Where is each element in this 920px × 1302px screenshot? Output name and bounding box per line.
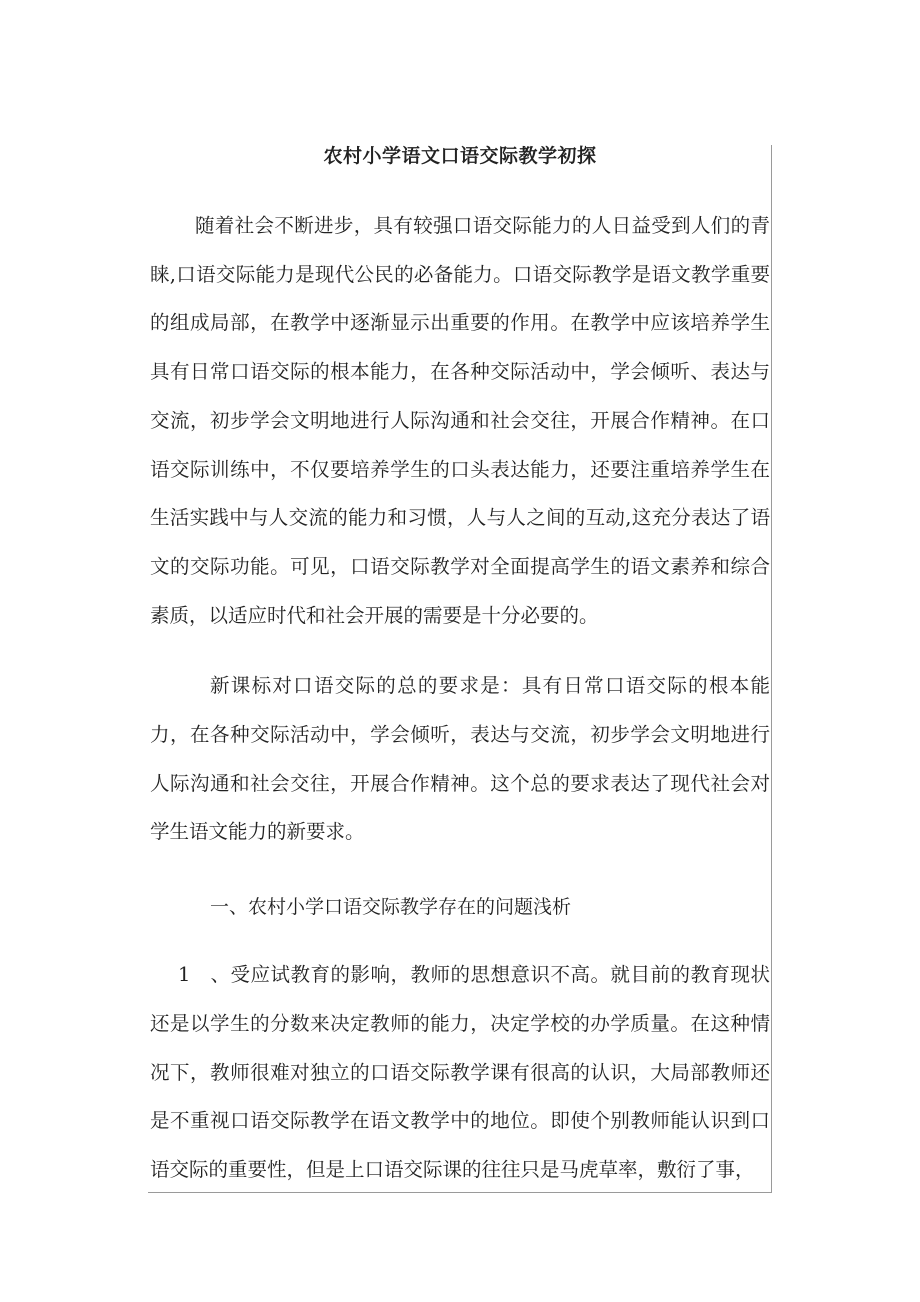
paragraph-curriculum: 新课标对口语交际的总的要求是：具有日常口语交际的根本能力，在各种交际活动中，学会倾听，表达与交流，初步学会文明地进行人际沟通和社会交往，开展合作精神。这个总的要求表达了现代社会对学生语文能力的新要求。 [150,674,770,844]
list-item-number: 1 [178,963,191,987]
list-item [150,951,770,1195]
list-item-text: 、受应试教育的影响，教师的思想意识不高。就目前的教育现状还是以学生的分数来决定教师的能力，决定学校的办学质量。在这种情况下，教师很难对独立的口语交际教学课有很高的认识，大局部教师还是不重视口语交际教学在语文教学中的地位。即使个别教师能认识到口语交际的重要性，但是上口语交际课的往往只是马虎草率，敷衍了事， [150,963,770,1181]
section-heading: 一、农村小学口语交际教学存在的问题浅析 [210,896,572,919]
document-title: 农村小学语文口语交际教学初探 [323,145,597,167]
paragraph-intro: 随着社会不断进步，具有较强口语交际能力的人日益受到人们的青睐,口语交际能力是现代公民的必备能力。口语交际教学是语文教学重要的组成局部，在教学中逐渐显示出重要的作用。在教学中应该培养学生具有日常口语交际的根本能力，在各种交际活动中，学会倾听、表达与交流，初步学会文明地进行人际沟通和社会交往，开展合作精神。在口语交际训练中，不仅要培养学生的口头表达能力，还要注重培养学生在生活实践中与人交流的能力和习惯，人与人之间的互动,这充分表达了语文的交际功能。可见，口语交际教学对全面提高学生的语文素养和综合素质，以适应时代和社会开展的需要是十分必要的。 [150,214,770,627]
document-body [150,140,770,1195]
page-border-right [771,145,772,1193]
